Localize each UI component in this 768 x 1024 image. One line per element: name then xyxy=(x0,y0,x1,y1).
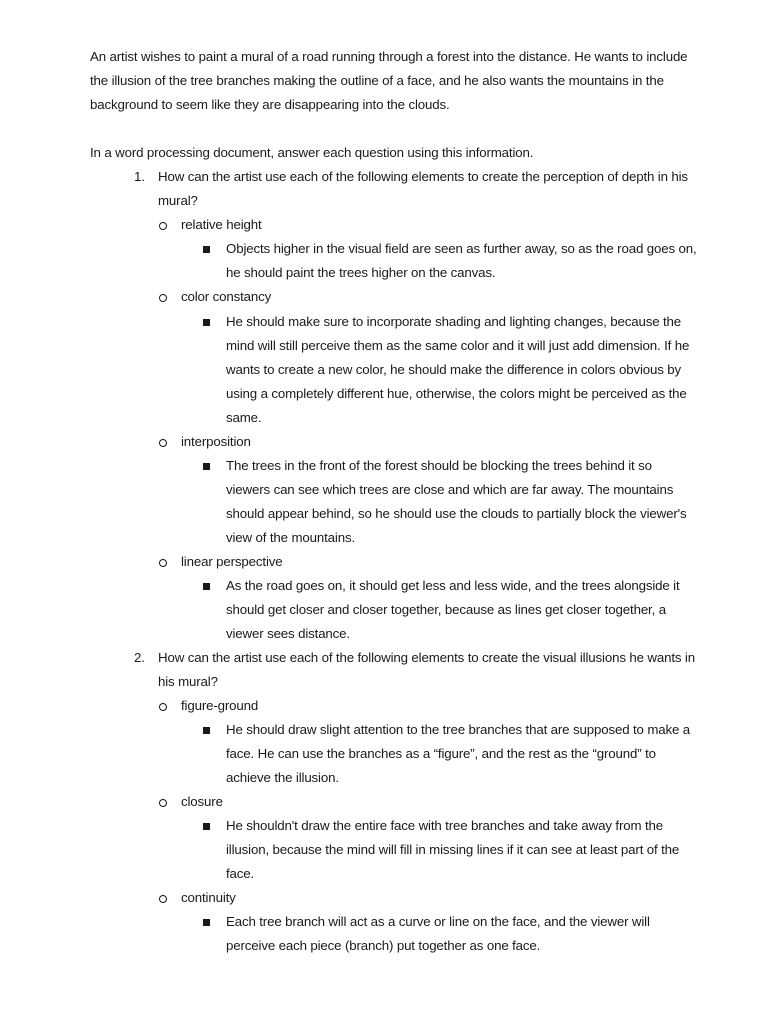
answer-line: face. xyxy=(226,866,255,881)
answer-line: face. He can use the branches as a “figure”, and the rest as the “ground” to xyxy=(226,746,656,761)
answer-line: should appear behind, so he should use the clouds to partially block the viewer's xyxy=(226,506,687,521)
square-bullet-icon xyxy=(203,583,210,590)
question-number: 1. xyxy=(134,169,146,184)
answer-line: Objects higher in the visual field are seen as further away, so as the road goes on, xyxy=(226,241,697,256)
answer-line: view of the mountains. xyxy=(226,530,356,545)
answer-line: perceive each piece (branch) put together as one face. xyxy=(226,938,541,953)
element-label: continuity xyxy=(181,890,236,905)
answer-line: achieve the illusion. xyxy=(226,770,339,785)
question-text: mural? xyxy=(158,193,198,208)
intro-line: background to seem like they are disappearing into the clouds. xyxy=(90,97,450,112)
square-bullet-icon xyxy=(203,727,210,734)
square-bullet-icon xyxy=(203,246,210,253)
question-number: 2. xyxy=(134,650,146,665)
square-bullet-icon xyxy=(203,823,210,830)
answer-line: He should draw slight attention to the tree branches that are supposed to make a xyxy=(226,722,691,737)
element-label: color constancy xyxy=(181,289,272,304)
square-bullet-icon xyxy=(203,919,210,926)
element-label: interposition xyxy=(181,434,251,449)
hollow-bullet-icon xyxy=(159,439,167,447)
answer-line: he should paint the trees higher on the canvas. xyxy=(226,265,496,280)
answer-line: should get closer and closer together, because as lines get closer together, a xyxy=(226,602,666,617)
question-text: his mural? xyxy=(158,674,218,689)
answer-line: Each tree branch will act as a curve or line on the face, and the viewer will xyxy=(226,914,650,929)
question-text: How can the artist use each of the following elements to create the visual illusions he wants in xyxy=(158,650,695,665)
answer-line: He shouldn't draw the entire face with tree branches and take away from the xyxy=(226,818,663,833)
square-bullet-icon xyxy=(203,463,210,470)
answer-line: He should make sure to incorporate shading and lighting changes, because the xyxy=(226,314,682,329)
answer-line: same. xyxy=(226,410,262,425)
intro-line: An artist wishes to paint a mural of a road running through a forest into the distance. He wants to include xyxy=(90,49,688,64)
hollow-bullet-icon xyxy=(159,895,167,903)
answer-line: mind will still perceive them as the same color and it will just add dimension. If he xyxy=(226,338,690,353)
answer-line: illusion, because the mind will fill in missing lines if it can see at least part of the xyxy=(226,842,680,857)
hollow-bullet-icon xyxy=(159,559,167,567)
element-label: relative height xyxy=(181,217,262,232)
answer-line: wants to create a new color, he should make the difference in colors obvious by xyxy=(226,362,682,377)
question-text: How can the artist use each of the following elements to create the perception of depth in his xyxy=(158,169,688,184)
intro-line: the illusion of the tree branches making the outline of a face, and he also wants the mountains in the xyxy=(90,73,664,88)
answer-line: As the road goes on, it should get less and less wide, and the trees alongside it xyxy=(226,578,680,593)
element-label: linear perspective xyxy=(181,554,283,569)
answer-line: The trees in the front of the forest should be blocking the trees behind it so xyxy=(226,458,652,473)
answer-line: viewer sees distance. xyxy=(226,626,350,641)
hollow-bullet-icon xyxy=(159,222,167,230)
instruction-text: In a word processing document, answer each question using this information. xyxy=(90,145,534,160)
element-label: closure xyxy=(181,794,223,809)
answer-line: viewers can see which trees are close and which are far away. The mountains xyxy=(226,482,674,497)
square-bullet-icon xyxy=(203,319,210,326)
hollow-bullet-icon xyxy=(159,799,167,807)
hollow-bullet-icon xyxy=(159,294,167,302)
hollow-bullet-icon xyxy=(159,703,167,711)
answer-line: using a completely different hue, otherwise, the colors might be perceived as the xyxy=(226,386,687,401)
element-label: figure-ground xyxy=(181,698,259,713)
